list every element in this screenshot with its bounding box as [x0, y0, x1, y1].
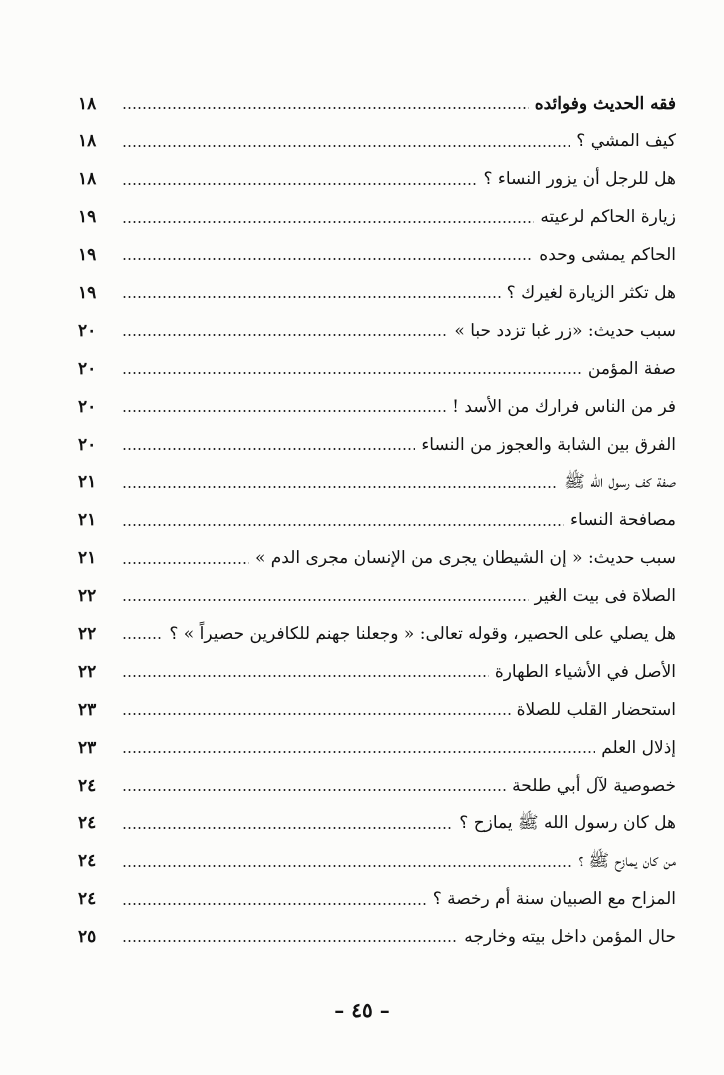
dot-leader — [122, 562, 249, 564]
toc-entry-title: فر من الناس فرارك من الأسد ! — [452, 396, 676, 417]
toc-entry-title: كيف المشي ؟ — [576, 131, 676, 152]
toc-entry-title: هل للرجل أن يزور النساء ؟ — [483, 169, 676, 190]
toc-entry-title: المزاح مع الصبيان سنة أم رخصة ؟ — [432, 889, 676, 910]
page-number: – ٤٥ – — [334, 998, 390, 1022]
toc-entry-title: خصوصية لآل أبي طلحة — [512, 775, 676, 796]
toc-entry — [78, 535, 676, 573]
toc-entry-title: إذلال العلم — [601, 737, 676, 758]
dot-leader — [122, 448, 415, 450]
dot-leader — [122, 827, 453, 829]
toc-entry-page: ٢١ — [78, 472, 97, 493]
table-of-contents — [78, 80, 676, 951]
dot-leader — [122, 410, 446, 412]
toc-entry-title: حال المؤمن داخل بيته وخارجه — [464, 927, 676, 948]
toc-entry — [78, 80, 676, 118]
toc-entry — [78, 156, 676, 194]
toc-entry — [78, 269, 676, 307]
dot-leader — [122, 903, 427, 905]
toc-entry — [78, 876, 676, 914]
toc-entry-title: من كان يمازح ﷺ ؟ — [578, 851, 676, 872]
toc-entry-page: ١٨ — [78, 169, 97, 190]
toc-entry-title: سبب حديث: «زر غبا تزدد حبا » — [454, 320, 676, 341]
toc-entry-page: ١٨ — [78, 131, 97, 152]
toc-entry-page: ٢٥ — [78, 927, 97, 948]
toc-entry — [78, 762, 676, 800]
toc-entry-title: سبب حديث: « إن الشيطان يجرى من الإنسان مجرى الدم » — [254, 548, 676, 569]
toc-entry-page: ٢١ — [78, 510, 97, 531]
toc-entry-title: فقه الحديث وفوائده — [534, 93, 676, 114]
toc-entry — [78, 800, 676, 838]
toc-entry-title: استحضار القلب للصلاة — [516, 699, 676, 720]
toc-entry — [78, 914, 676, 952]
toc-entry — [78, 345, 676, 383]
toc-entry-title: هل كان رسول الله ﷺ يمازح ؟ — [459, 813, 676, 834]
toc-entry-page: ٢٣ — [78, 737, 97, 758]
toc-entry — [78, 118, 676, 156]
toc-entry-page: ٢٠ — [78, 358, 97, 379]
dot-leader — [122, 258, 533, 260]
dot-leader — [122, 372, 582, 374]
toc-entry — [78, 648, 676, 686]
toc-entry-page: ٢٢ — [78, 586, 97, 607]
toc-entry-title: مصافحة النساء — [569, 510, 676, 531]
toc-entry — [78, 686, 676, 724]
toc-entry — [78, 497, 676, 535]
toc-entry-title: الصلاة فى بيت الغير — [534, 586, 676, 607]
toc-entry — [78, 307, 676, 345]
toc-entry-page: ٢٤ — [78, 775, 97, 796]
toc-entry-title: صفة المؤمن — [587, 358, 676, 379]
toc-entry-page: ٢٤ — [78, 851, 97, 872]
toc-entry-page: ١٨ — [78, 93, 97, 114]
dot-leader — [122, 524, 564, 526]
dot-leader — [122, 751, 595, 753]
toc-entry-page: ١٩ — [78, 282, 97, 303]
toc-entry-page: ١٩ — [78, 245, 97, 266]
toc-entry-title: صفة كف رسول الله ﷺ — [564, 472, 676, 493]
dot-leader — [122, 296, 501, 298]
toc-entry — [78, 194, 676, 232]
dot-leader — [122, 107, 529, 109]
toc-entry-title: الحاكم يمشى وحده — [539, 245, 676, 266]
toc-entry-page: ٢٠ — [78, 434, 97, 455]
toc-entry-page: ٢٠ — [78, 396, 97, 417]
toc-entry — [78, 573, 676, 611]
dot-leader — [122, 637, 163, 639]
toc-entry — [78, 459, 676, 497]
toc-entry-title: الفرق بين الشابة والعجوز من النساء — [421, 434, 676, 455]
toc-entry-page: ٢٠ — [78, 320, 97, 341]
toc-entry-page: ٢١ — [78, 548, 97, 569]
toc-entry-page: ٢٢ — [78, 623, 97, 644]
toc-entry — [78, 838, 676, 876]
dot-leader — [122, 145, 570, 147]
toc-entry-title: هل يصلي على الحصير، وقوله تعالى: « وجعلنا جهنم للكافرين حصيراً » ؟ — [169, 623, 676, 644]
dot-leader — [122, 713, 511, 715]
toc-entry-title: زيارة الحاكم لرعيته — [540, 207, 676, 228]
toc-entry-page: ٢٢ — [78, 661, 97, 682]
dot-leader — [122, 486, 558, 488]
dot-leader — [122, 789, 506, 791]
dot-leader — [122, 865, 572, 867]
dot-leader — [122, 599, 529, 601]
toc-entry-page: ٢٤ — [78, 889, 97, 910]
dot-leader — [122, 183, 477, 185]
toc-entry-page: ١٩ — [78, 207, 97, 228]
toc-entry — [78, 383, 676, 421]
toc-entry-title: الأصل في الأشياء الطهارة — [494, 661, 676, 682]
dot-leader — [122, 940, 458, 942]
toc-entry — [78, 421, 676, 459]
toc-entry-title: هل تكثر الزيارة لغيرك ؟ — [506, 282, 676, 303]
toc-entry — [78, 610, 676, 648]
toc-entry — [78, 232, 676, 270]
toc-entry-page: ٢٤ — [78, 813, 97, 834]
dot-leader — [122, 675, 489, 677]
toc-entry — [78, 724, 676, 762]
dot-leader — [122, 221, 534, 223]
dot-leader — [122, 334, 448, 336]
toc-entry-page: ٢٣ — [78, 699, 97, 720]
